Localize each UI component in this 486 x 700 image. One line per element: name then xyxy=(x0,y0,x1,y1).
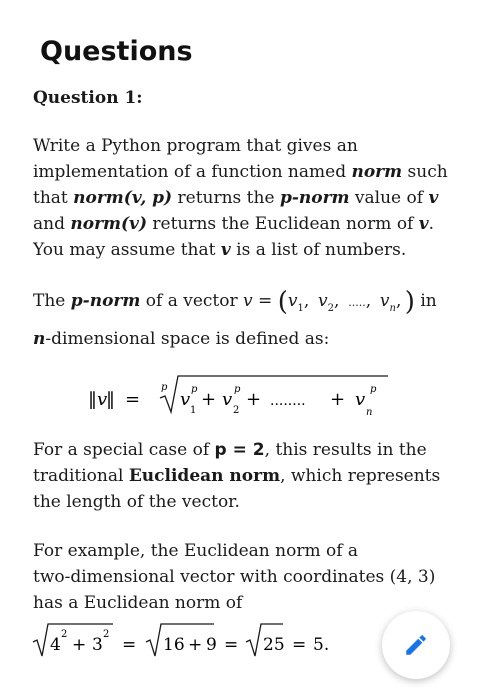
example-line-1: For example, the Euclidean norm of a xyxy=(33,541,359,561)
term-pnorm: p-norm xyxy=(70,291,141,311)
svg-text:‖: ‖ xyxy=(88,389,97,410)
vector-expression: $v = (v_1$, $v_2$, ....., $v_n$, ) xyxy=(243,287,415,317)
intro-line-1: Write a Python program that gives an xyxy=(33,136,358,156)
special-line-1 xyxy=(33,437,453,463)
svg-text:+: + xyxy=(201,389,217,410)
intro-paragraph xyxy=(33,133,453,263)
text-run: such xyxy=(402,162,448,182)
svg-text:4: 4 xyxy=(50,635,61,655)
special-line-3: the length of the vector. xyxy=(33,492,240,512)
text-run: You may assume that xyxy=(33,240,221,260)
p-equals-2: p = 2 xyxy=(214,440,265,460)
intro-line-3 xyxy=(33,185,453,211)
edit-button[interactable] xyxy=(382,611,450,679)
pnorm-formula xyxy=(0,370,486,430)
text-run: For a special case of xyxy=(33,440,215,460)
svg-text:1: 1 xyxy=(190,405,197,416)
text-run: of a vector xyxy=(140,291,244,311)
svg-text:n: n xyxy=(366,407,373,418)
svg-text:‖: ‖ xyxy=(106,389,115,410)
function-call: norm(v, p) xyxy=(73,188,173,208)
svg-text:16: 16 xyxy=(163,635,185,655)
text-run: is a list of numbers. xyxy=(230,240,407,260)
text-run: , this results in the xyxy=(264,440,427,460)
pencil-icon xyxy=(403,632,429,658)
text-run: implementation of a function named xyxy=(33,162,352,182)
svg-text:=: = xyxy=(125,389,141,410)
svg-text:v: v xyxy=(222,389,233,410)
example-formula xyxy=(0,620,380,665)
example-line-3: has a Euclidean norm of xyxy=(33,593,243,613)
svg-text:p: p xyxy=(161,382,168,393)
text-run: value of xyxy=(349,188,429,208)
svg-text:p: p xyxy=(370,384,377,395)
svg-text:v: v xyxy=(180,389,191,410)
term-n: n xyxy=(33,329,46,349)
svg-text:p: p xyxy=(234,384,241,395)
svg-text:2: 2 xyxy=(103,629,110,640)
svg-text:25: 25 xyxy=(263,635,285,655)
intro-line-2 xyxy=(33,159,453,185)
term-euclidean-norm: Euclidean norm xyxy=(128,466,281,486)
text-run: and xyxy=(33,214,71,234)
text-run: returns the xyxy=(172,188,280,208)
svg-text:=: = xyxy=(122,635,137,655)
svg-text:+: + xyxy=(72,635,87,655)
special-line-2 xyxy=(33,463,453,489)
special-case-paragraph xyxy=(33,437,453,515)
text-run: The xyxy=(33,291,71,311)
function-call: norm(v) xyxy=(70,214,147,234)
variable-v: v xyxy=(428,188,439,208)
svg-text:3: 3 xyxy=(92,635,103,655)
variable-v: v xyxy=(220,240,231,260)
text-run: -dimensional space is defined as: xyxy=(45,329,330,349)
svg-text:+: + xyxy=(330,389,346,410)
page-title: Questions xyxy=(40,36,193,67)
text-run: . xyxy=(428,214,435,234)
definition-line-2 xyxy=(33,324,453,354)
svg-text:9: 9 xyxy=(206,635,217,655)
text-run: in xyxy=(414,291,437,311)
intro-line-4 xyxy=(33,211,453,237)
svg-text:+: + xyxy=(246,389,262,410)
svg-text:p: p xyxy=(191,384,198,395)
svg-text:........: ........ xyxy=(270,393,306,409)
intro-line-5 xyxy=(33,237,453,263)
svg-text:v: v xyxy=(97,389,108,410)
svg-text:2: 2 xyxy=(61,629,68,640)
definition-line-1 xyxy=(33,286,453,324)
text-run: returns the Euclidean norm of xyxy=(146,214,419,234)
text-run: traditional xyxy=(33,466,129,486)
text-run: that xyxy=(33,188,74,208)
example-line-2: two-dimensional vector with coordinates (4, 3) xyxy=(33,567,436,587)
question-heading: Question 1: xyxy=(33,88,143,108)
function-name: norm xyxy=(351,162,403,182)
svg-text:=: = xyxy=(224,635,239,655)
svg-text:v: v xyxy=(355,389,366,410)
svg-text:+: + xyxy=(188,635,203,655)
svg-text:=: = xyxy=(292,635,307,655)
svg-text:2: 2 xyxy=(233,405,240,416)
definition-paragraph xyxy=(33,286,453,354)
text-run: , which represents xyxy=(280,466,441,486)
variable-v: v xyxy=(418,214,429,234)
example-paragraph xyxy=(33,538,453,616)
svg-text:5.: 5. xyxy=(313,635,330,655)
term-pnorm: p-norm xyxy=(279,188,350,208)
